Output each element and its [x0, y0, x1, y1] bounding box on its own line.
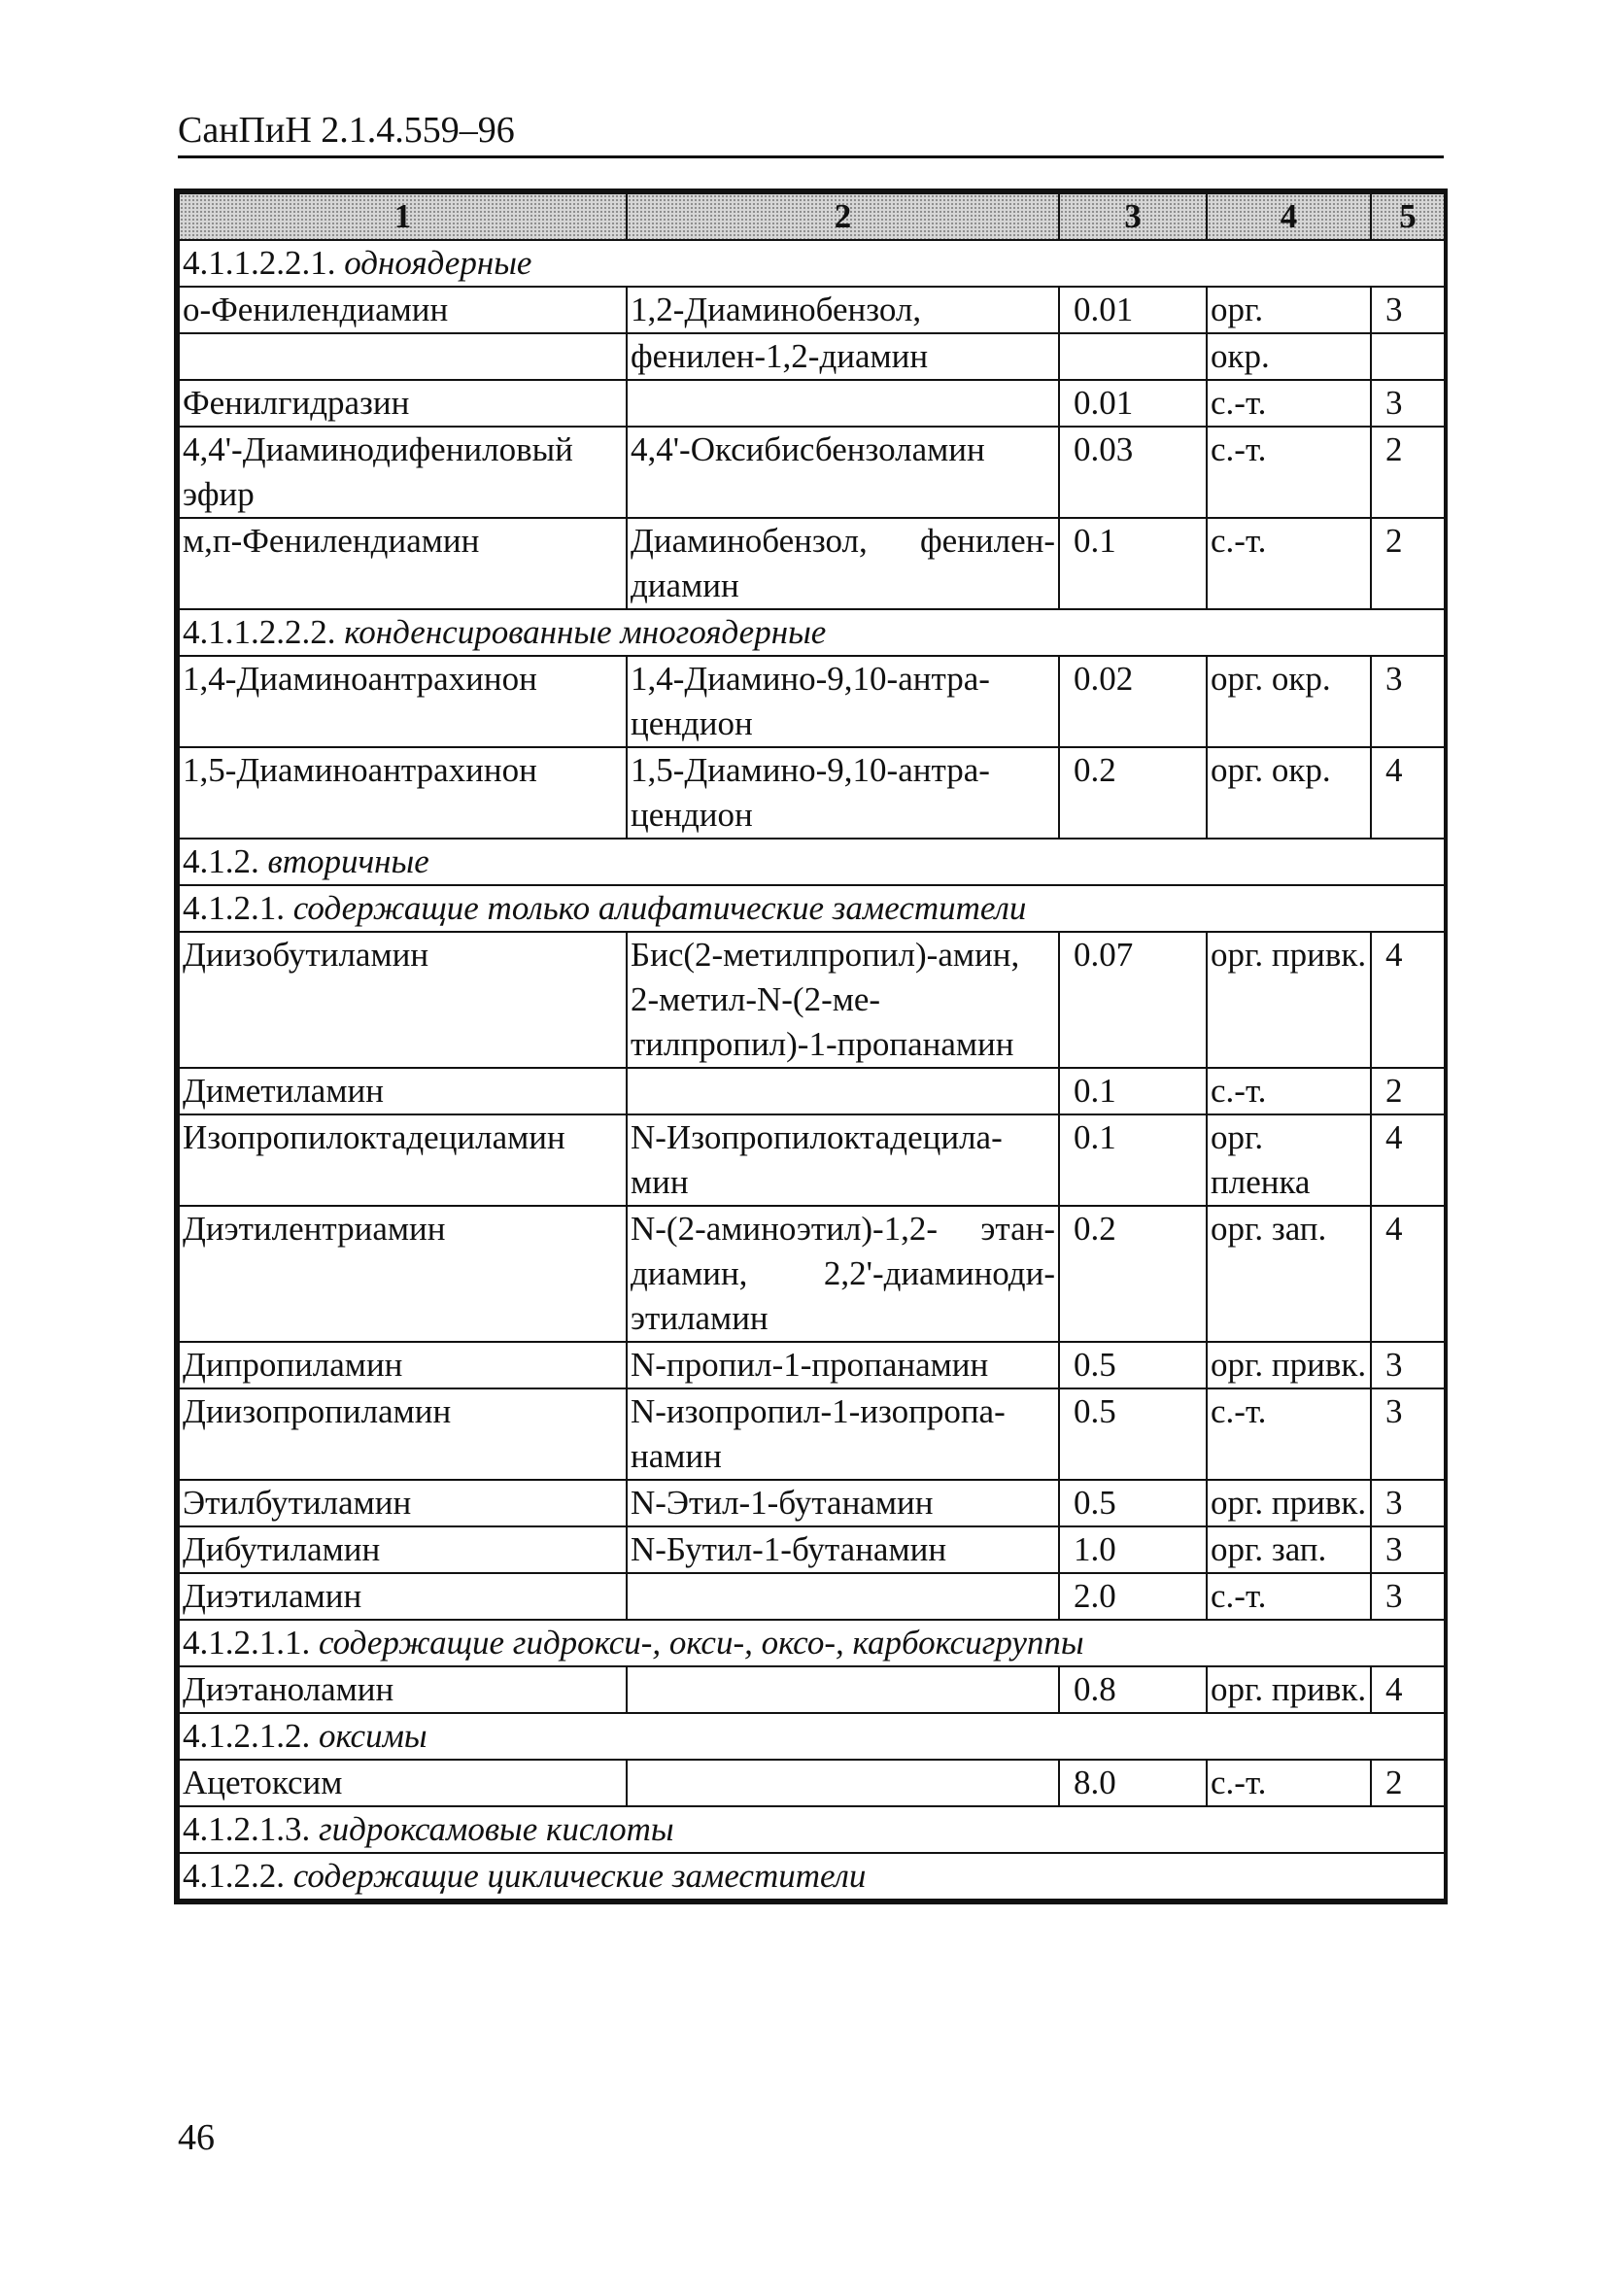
concentration-limit: 0.1 — [1059, 1114, 1207, 1206]
hazard-indicator: с.-т. — [1207, 427, 1371, 518]
substance-name: м,п-Фенилендиамин — [179, 518, 627, 609]
section-title: вторичные — [267, 842, 429, 880]
column-header-5: 5 — [1371, 193, 1445, 240]
hazard-indicator: с.-т. — [1207, 1388, 1371, 1480]
synonym — [627, 1573, 1059, 1620]
substance-name: Ацетоксим — [179, 1760, 627, 1806]
substance-name: Диэтиламин — [179, 1573, 627, 1620]
hazard-indicator: орг. окр. — [1207, 747, 1371, 839]
hazard-class: 3 — [1371, 656, 1445, 747]
table-row — [179, 380, 1445, 427]
hazard-indicator: с.-т. — [1207, 1760, 1371, 1806]
hazard-class: 4 — [1371, 932, 1445, 1068]
hazard-indicator: с.-т. — [1207, 380, 1371, 427]
hazard-class: 3 — [1371, 1480, 1445, 1526]
section-heading — [179, 240, 1445, 287]
substance-name: о-Фенилендиамин — [179, 287, 627, 333]
hazard-class: 4 — [1371, 1114, 1445, 1206]
synonym: Диаминобензол, фенилен-диамин — [627, 518, 1059, 609]
section-heading-row — [179, 240, 1445, 287]
table-row — [179, 747, 1445, 839]
substance-name: Диметиламин — [179, 1068, 627, 1114]
hazard-indicator: с.-т. — [1207, 1068, 1371, 1114]
hazard-indicator: орг. привк. — [1207, 1342, 1371, 1388]
table-row — [179, 287, 1445, 333]
substance-name: Диизопропиламин — [179, 1388, 627, 1480]
synonym: фенилен-1,2-диамин — [627, 333, 1059, 380]
section-heading — [179, 885, 1445, 932]
hazard-indicator: орг. привк. — [1207, 1666, 1371, 1713]
table-row — [179, 1760, 1445, 1806]
page-header — [178, 109, 1444, 158]
section-heading-row — [179, 1713, 1445, 1760]
column-header-3: 3 — [1059, 193, 1207, 240]
table-row — [179, 333, 1445, 380]
table-row — [179, 1573, 1445, 1620]
concentration-limit: 1.0 — [1059, 1526, 1207, 1573]
concentration-limit: 0.8 — [1059, 1666, 1207, 1713]
hazard-indicator: орг. зап. — [1207, 1526, 1371, 1573]
section-number: 4.1.2.1. — [183, 889, 285, 927]
section-heading — [179, 1713, 1445, 1760]
substance-name: Диизобутиламин — [179, 932, 627, 1068]
hazard-class: 4 — [1371, 1666, 1445, 1713]
synonym: 1,2-Диаминобензол, — [627, 287, 1059, 333]
section-number: 4.1.2. — [183, 842, 259, 880]
hazard-class: 4 — [1371, 747, 1445, 839]
hazard-class: 4 — [1371, 1206, 1445, 1342]
hazard-class: 3 — [1371, 1573, 1445, 1620]
hazard-class: 2 — [1371, 518, 1445, 609]
concentration-limit: 0.01 — [1059, 287, 1207, 333]
synonym: N-изопропил-1-изопропа-намин — [627, 1388, 1059, 1480]
concentration-limit: 0.2 — [1059, 1206, 1207, 1342]
page-number: 46 — [178, 2117, 215, 2158]
section-heading — [179, 1620, 1445, 1666]
synonym: 1,4-Диамино-9,10-антра-цендион — [627, 656, 1059, 747]
hazard-class: 3 — [1371, 1388, 1445, 1480]
table-row — [179, 1206, 1445, 1342]
hazard-class: 2 — [1371, 1760, 1445, 1806]
concentration-limit: 0.5 — [1059, 1480, 1207, 1526]
concentration-limit: 0.02 — [1059, 656, 1207, 747]
concentration-limit: 0.5 — [1059, 1388, 1207, 1480]
column-header-1: 1 — [179, 193, 627, 240]
synonym — [627, 1666, 1059, 1713]
document-code: СанПиН 2.1.4.559–96 — [178, 110, 515, 151]
synonym: N-Изопропилоктадецила-мин — [627, 1114, 1059, 1206]
synonym: 1,5-Диамино-9,10-антра-цендион — [627, 747, 1059, 839]
section-title: содержащие только алифатические заместители — [292, 889, 1027, 927]
hazard-class: 2 — [1371, 1068, 1445, 1114]
table-row — [179, 1388, 1445, 1480]
substance-name: 4,4'-Диаминодифениловый эфир — [179, 427, 627, 518]
hazard-indicator: орг. привк. — [1207, 1480, 1371, 1526]
synonym: N-Бутил-1-бутанамин — [627, 1526, 1059, 1573]
section-heading-row — [179, 1620, 1445, 1666]
section-title: одноядерные — [344, 244, 532, 282]
hazard-class: 3 — [1371, 1342, 1445, 1388]
hazard-indicator: с.-т. — [1207, 518, 1371, 609]
section-heading — [179, 839, 1445, 885]
table-row — [179, 1526, 1445, 1573]
synonym: N-(2-аминоэтил)-1,2- этан-диамин, 2,2'-диаминоди-этиламин — [627, 1206, 1059, 1342]
section-heading-row — [179, 839, 1445, 885]
table-row — [179, 1114, 1445, 1206]
section-title: конденсированные многоядерные — [344, 613, 827, 651]
table-header-row — [179, 193, 1445, 240]
substance-name: Этилбутиламин — [179, 1480, 627, 1526]
table-row — [179, 427, 1445, 518]
synonym: N-пропил-1-пропанамин — [627, 1342, 1059, 1388]
section-heading-row — [179, 609, 1445, 656]
substance-name: Дибутиламин — [179, 1526, 627, 1573]
hazard-indicator: орг. привк. — [1207, 932, 1371, 1068]
section-heading-row — [179, 1806, 1445, 1853]
hazard-class: 3 — [1371, 380, 1445, 427]
section-number: 4.1.1.2.2.1. — [183, 244, 336, 282]
substance-name — [179, 333, 627, 380]
column-header-4: 4 — [1207, 193, 1371, 240]
table-row — [179, 518, 1445, 609]
hazard-indicator: окр. — [1207, 333, 1371, 380]
hazard-indicator: орг. — [1207, 287, 1371, 333]
table-row — [179, 1068, 1445, 1114]
section-number: 4.1.2.1.2. — [183, 1717, 311, 1755]
concentration-limit: 0.07 — [1059, 932, 1207, 1068]
hazard-indicator: орг. окр. — [1207, 656, 1371, 747]
synonym — [627, 380, 1059, 427]
synonym — [627, 1760, 1059, 1806]
table-row — [179, 932, 1445, 1068]
hazard-indicator: орг. пленка — [1207, 1114, 1371, 1206]
concentration-limit: 0.1 — [1059, 1068, 1207, 1114]
table-row — [179, 1666, 1445, 1713]
section-heading — [179, 609, 1445, 656]
section-title: гидроксамовые кислоты — [319, 1810, 674, 1848]
section-heading-row — [179, 885, 1445, 932]
table-body — [179, 193, 1445, 1900]
section-heading — [179, 1806, 1445, 1853]
hazard-class: 2 — [1371, 427, 1445, 518]
hazard-class: 3 — [1371, 287, 1445, 333]
substance-name: Фенилгидразин — [179, 380, 627, 427]
table-row — [179, 656, 1445, 747]
concentration-limit: 0.03 — [1059, 427, 1207, 518]
synonym: 4,4'-Оксибисбензоламин — [627, 427, 1059, 518]
section-number: 4.1.2.2. — [183, 1857, 285, 1895]
hazard-class: 3 — [1371, 1526, 1445, 1573]
synonym — [627, 1068, 1059, 1114]
concentration-limit — [1059, 333, 1207, 380]
concentration-limit: 0.5 — [1059, 1342, 1207, 1388]
concentration-limit: 0.01 — [1059, 380, 1207, 427]
hazard-indicator: орг. зап. — [1207, 1206, 1371, 1342]
section-number: 4.1.1.2.2.2. — [183, 613, 336, 651]
section-heading-row — [179, 1853, 1445, 1900]
substance-name: Дипропиламин — [179, 1342, 627, 1388]
synonym: N-Этил-1-бутанамин — [627, 1480, 1059, 1526]
hazard-class — [1371, 333, 1445, 380]
substances-table-frame — [174, 188, 1448, 1904]
concentration-limit: 0.2 — [1059, 747, 1207, 839]
table-row — [179, 1342, 1445, 1388]
section-number: 4.1.2.1.3. — [183, 1810, 311, 1848]
section-title: содержащие циклические заместители — [292, 1857, 867, 1895]
section-number: 4.1.2.1.1. — [183, 1624, 311, 1662]
synonym: Бис(2-метилпропил)-амин, 2-метил-N-(2-ме-тилпропил)-1-пропанамин — [627, 932, 1059, 1068]
substances-table — [178, 192, 1446, 1901]
substance-name: 1,5-Диаминоантрахинон — [179, 747, 627, 839]
substance-name: Диэтаноламин — [179, 1666, 627, 1713]
hazard-indicator: с.-т. — [1207, 1573, 1371, 1620]
column-header-2: 2 — [627, 193, 1059, 240]
section-heading — [179, 1853, 1445, 1900]
section-title: содержащие гидрокси-, окси-, оксо-, карбоксигруппы — [319, 1624, 1084, 1662]
substance-name: Диэтилентриамин — [179, 1206, 627, 1342]
concentration-limit: 8.0 — [1059, 1760, 1207, 1806]
concentration-limit: 2.0 — [1059, 1573, 1207, 1620]
concentration-limit: 0.1 — [1059, 518, 1207, 609]
table-row — [179, 1480, 1445, 1526]
substance-name: 1,4-Диаминоантрахинон — [179, 656, 627, 747]
substance-name: Изопропилоктадециламин — [179, 1114, 627, 1206]
section-title: оксимы — [319, 1717, 427, 1755]
